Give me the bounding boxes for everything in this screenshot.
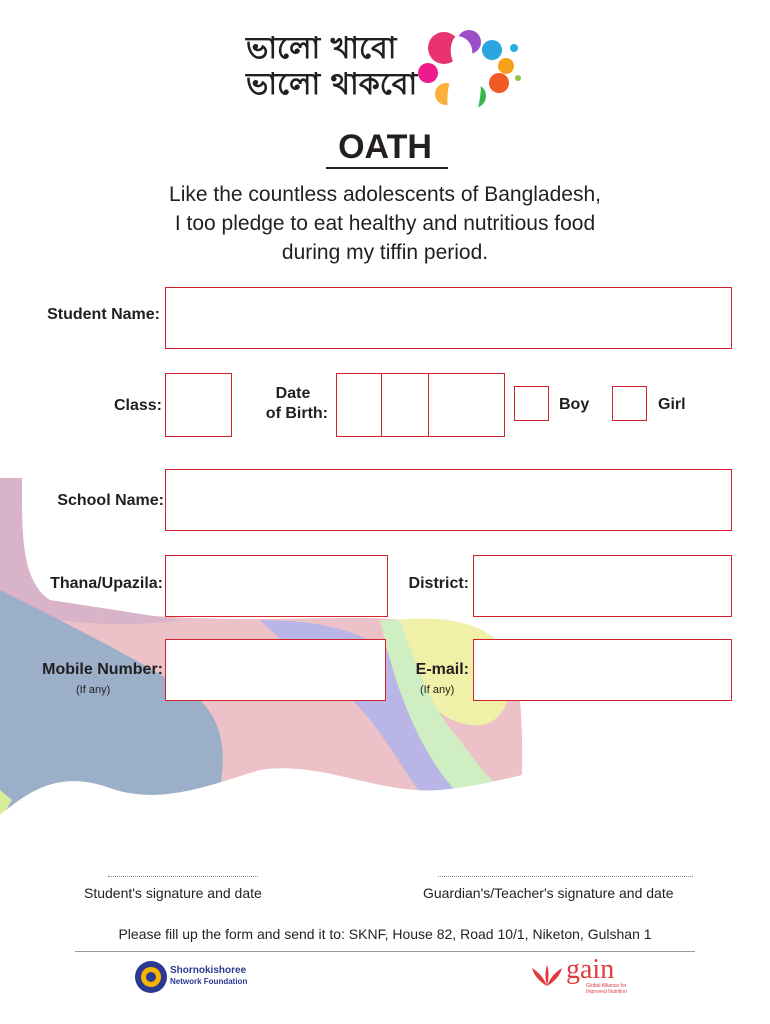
submission-instruction: Please fill up the form and send it to: SKNF, House 82, Road 10/1, Niketon, Gulshan 1 (118, 926, 652, 942)
pledge-text (0, 180, 770, 267)
thana-field[interactable] (165, 555, 388, 617)
email-label: E-mail: (415, 661, 469, 678)
school-name-field[interactable] (165, 469, 732, 531)
sknf-emblem-icon (134, 960, 168, 994)
sknf-logo (134, 960, 294, 996)
dob-label (258, 384, 328, 424)
gain-leaf-icon (530, 964, 564, 988)
email-field[interactable] (473, 639, 732, 701)
pledge-line-1: Like the countless adolescents of Bangladesh, (169, 183, 601, 206)
gain-logo (530, 954, 640, 998)
thana-label: Thana/Upazila: (50, 575, 163, 592)
dob-year-field[interactable] (428, 373, 505, 437)
student-name-field[interactable] (165, 287, 732, 349)
dob-label-line-2: of Birth: (265, 405, 328, 422)
title-underline (326, 167, 448, 169)
mobile-label: Mobile Number: (42, 661, 163, 678)
dob-day-field[interactable] (336, 373, 383, 437)
sknf-subname: Network Foundation (170, 977, 248, 986)
class-label: Class: (113, 397, 162, 414)
gain-tagline-1: Global Alliance for (586, 983, 627, 989)
footer-divider (75, 951, 695, 952)
girl-checkbox[interactable] (612, 386, 647, 421)
campaign-logo (246, 28, 526, 113)
district-label: District: (408, 575, 469, 592)
class-field[interactable] (165, 373, 232, 437)
district-field[interactable] (473, 555, 732, 617)
silhouette-splash-icon (414, 28, 524, 113)
pledge-line-3: during my tiffin period. (281, 241, 489, 264)
mobile-optional-note: (If any) (76, 684, 111, 696)
girl-label: Girl (658, 396, 686, 413)
guardian-signature-line[interactable] (438, 876, 693, 877)
boy-label: Boy (559, 396, 590, 413)
student-signature-line[interactable] (108, 876, 258, 877)
boy-checkbox[interactable] (514, 386, 549, 421)
school-name-label: School Name: (57, 492, 164, 509)
student-name-label: Student Name: (47, 306, 160, 323)
dob-label-line-1: Date (275, 385, 311, 402)
gain-name: gain (566, 954, 615, 985)
mobile-field[interactable] (165, 639, 386, 701)
logo-line-1: ভালো খাবো (246, 31, 397, 66)
pledge-line-2: I too pledge to eat healthy and nutritious food (174, 212, 596, 235)
guardian-signature-label: Guardian's/Teacher's signature and date (423, 885, 674, 901)
dob-month-field[interactable] (381, 373, 430, 437)
gain-tagline-2: Improved Nutrition (586, 989, 627, 995)
sknf-name: Shornokishoree (170, 965, 247, 976)
page-title: OATH (338, 128, 432, 166)
student-signature-label: Student's signature and date (84, 885, 262, 901)
logo-line-2: ভালো থাকবো (246, 67, 418, 102)
email-optional-note: (If any) (420, 684, 455, 696)
